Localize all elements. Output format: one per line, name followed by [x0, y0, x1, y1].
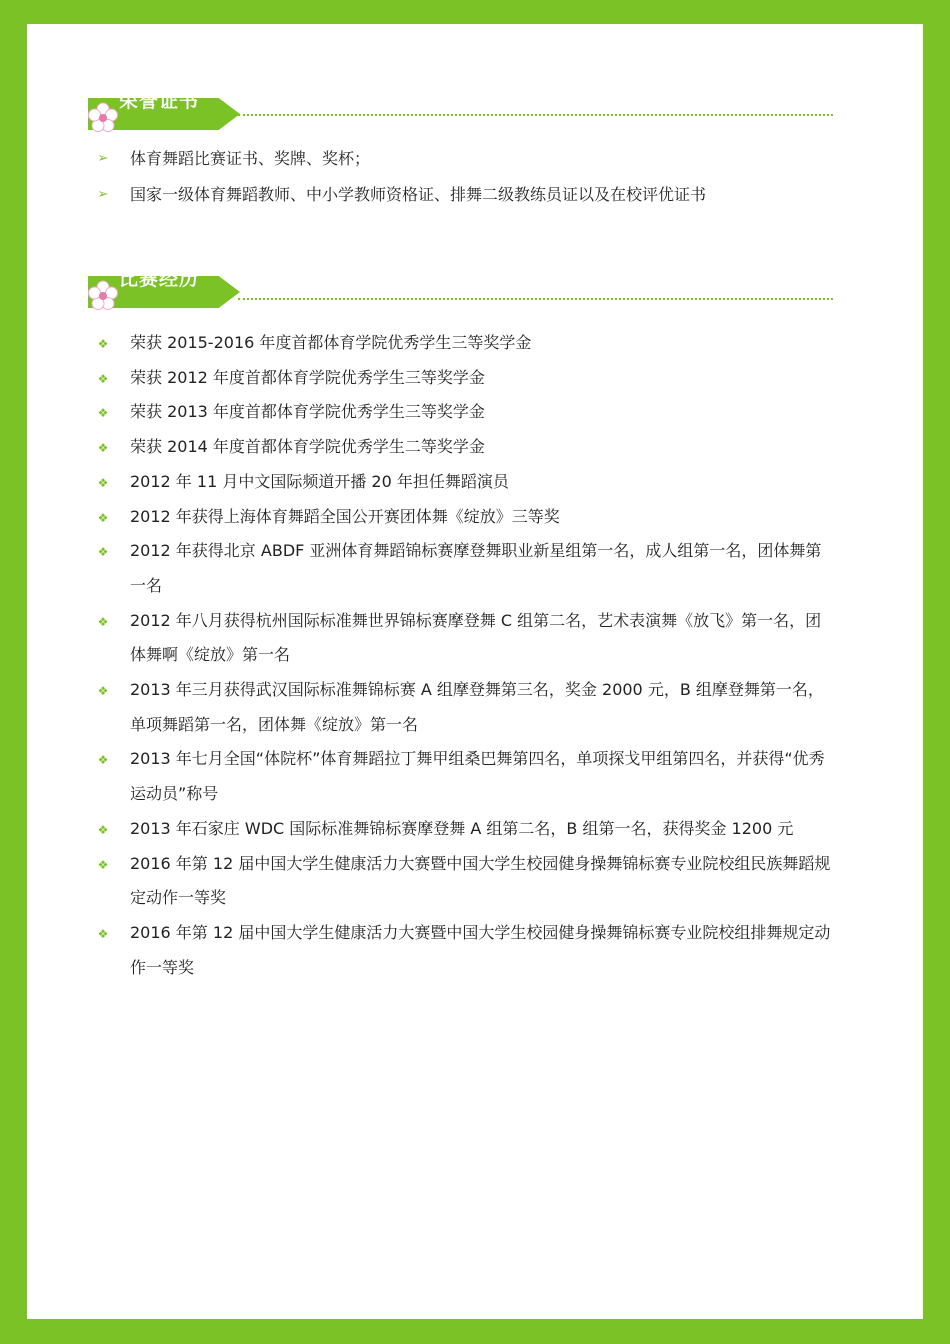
honors-list — [95, 141, 835, 213]
diamond-bullet-icon: ❖ — [97, 684, 109, 699]
resume-page — [27, 24, 923, 1319]
diamond-bullet-icon: ❖ — [97, 545, 109, 560]
list-item — [95, 465, 835, 500]
list-item — [95, 395, 835, 430]
list-item-text: 2012 年获得北京 ABDF 亚洲体育舞蹈锦标赛摩登舞职业新星组第一名，成人组第一名，团体舞第一名 — [130, 541, 822, 595]
list-item-text: 2013 年七月全国“体院杯”体育舞蹈拉丁舞甲组桑巴舞第四名，单项探戈甲组第四名，并获得“优秀运动员”称号 — [130, 749, 825, 804]
list-item — [95, 812, 835, 847]
diamond-bullet-icon: ❖ — [97, 614, 109, 629]
list-item-text: 2012 年获得上海体育舞蹈全国公开赛团体舞《绽放》三等奖 — [130, 506, 560, 526]
list-item — [95, 141, 835, 177]
list-item-text: 2016 年第 12 届中国大学生健康活力大赛暨中国大学生校园健身操舞锦标赛专业院校组排舞规定动作一等奖 — [130, 922, 831, 977]
list-item — [95, 534, 835, 603]
diamond-bullet-icon: ❖ — [97, 475, 109, 490]
diamond-bullet-icon: ❖ — [97, 510, 109, 525]
list-item-text: 荣获 2012 年度首都体育学院优秀学生三等奖学金 — [130, 367, 485, 387]
list-item-text: 2016 年第 12 届中国大学生健康活力大赛暨中国大学生校园健身操舞锦标赛专业院校组民族舞蹈规定动作一等奖 — [130, 853, 831, 908]
section-header-honors — [83, 90, 833, 140]
diamond-bullet-icon: ❖ — [97, 926, 109, 941]
section-title: 比赛经历 — [119, 268, 200, 290]
section-header-competitions — [83, 268, 833, 318]
list-item — [95, 916, 835, 985]
list-item — [95, 326, 835, 361]
list-item — [95, 500, 835, 535]
list-item — [95, 361, 835, 396]
list-item-text: 国家一级体育舞蹈教师、中小学教师资格证、排舞二级教练员证以及在校评优证书 — [130, 185, 707, 204]
list-item — [95, 430, 835, 465]
section-title: 荣誉证书 — [119, 90, 200, 112]
section-divider — [238, 114, 833, 116]
diamond-bullet-icon: ❖ — [97, 371, 109, 386]
list-item — [95, 742, 835, 811]
flower-icon — [86, 101, 120, 135]
list-item — [95, 673, 835, 742]
list-item-text: 2012 年八月获得杭州国际标准舞世界锦标赛摩登舞 C 组第二名，艺术表演舞《放飞》第一名，团体舞啊《绽放》第一名 — [130, 610, 822, 665]
list-item-text: 荣获 2013 年度首都体育学院优秀学生三等奖学金 — [130, 402, 485, 422]
list-item-text: 2013 年三月获得武汉国际标准舞锦标赛 A 组摩登舞第三名，奖金 2000 元，B 组摩登舞第一名，单项舞蹈第一名，团体舞《绽放》第一名 — [130, 680, 824, 734]
diamond-bullet-icon: ❖ — [97, 441, 109, 456]
flower-icon — [86, 279, 120, 313]
list-item-text: 2013 年石家庄 WDC 国际标准舞锦标赛摩登舞 A 组第二名，B 组第一名，获得奖金 1200 元 — [130, 818, 794, 838]
diamond-bullet-icon: ❖ — [97, 822, 109, 837]
competitions-list — [95, 326, 835, 985]
arrow-bullet-icon: ➢ — [97, 187, 109, 202]
arrow-bullet-icon: ➢ — [97, 151, 109, 166]
list-item — [95, 177, 835, 213]
section-divider — [238, 298, 833, 300]
diamond-bullet-icon: ❖ — [97, 406, 109, 421]
list-item-text: 2012 年 11 月中文国际频道开播 20 年担任舞蹈演员 — [130, 471, 509, 491]
list-item-text: 荣获 2015-2016 年度首都体育学院优秀学生三等奖学金 — [130, 333, 532, 352]
list-item-text: 荣获 2014 年度首都体育学院优秀学生二等奖学金 — [130, 437, 485, 457]
list-item — [95, 604, 835, 673]
diamond-bullet-icon: ❖ — [97, 753, 109, 768]
diamond-bullet-icon: ❖ — [97, 337, 109, 351]
diamond-bullet-icon: ❖ — [97, 857, 109, 872]
list-item-text: 体育舞蹈比赛证书、奖牌、奖杯； — [130, 149, 371, 168]
list-item — [95, 847, 835, 916]
